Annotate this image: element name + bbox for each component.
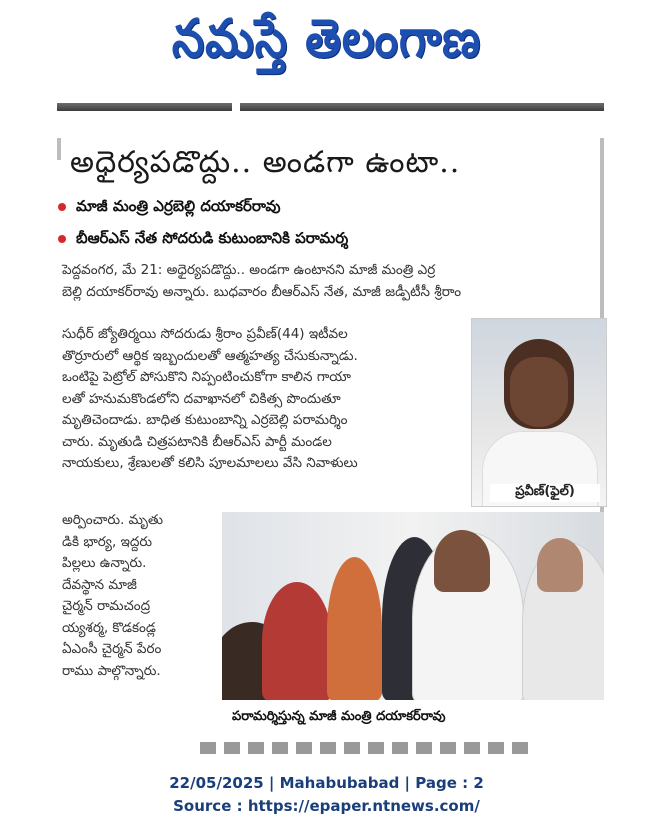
article-body-left [62,324,462,475]
praveen-photo [471,318,607,507]
subhead-2: బీఆర్‌ఎస్‌ నేత సోదరుడి కుటుంబానికి పరామర్శ [58,224,598,252]
body-line: తొర్రూరులో ఆర్థిక ఇబ్బందులతో ఆత్మహత్య చేసుకున్నాడు. [62,347,358,364]
body-line: రాము పాల్గొన్నారు. [62,662,161,679]
newspaper-logo: నమస్తే తెలంగాణ [171,7,482,70]
body-line: య్యశర్మ, కొడకండ్ల [62,619,156,636]
photo1-caption: ప్రవీణ్‌(ఫైల్‌) [490,484,600,502]
header-rule-gap [232,103,240,111]
bullet-icon [58,235,66,243]
body-line: చైర్మన్‌ రామచంద్ర [62,598,151,614]
bullet-icon [58,203,66,211]
article-body-narrow [62,510,214,682]
body-line: చారు. మృతుడి చిత్రపటానికి బీఆర్‌ఎస్‌ పార్టీ మండల [62,433,332,450]
body-line: లతో హనుమకొండలోని దవాఖానలో చికిత్స పొందుతూ [62,390,341,407]
photo-person-face [434,530,490,592]
header-rule [57,103,604,111]
body-line: ఒంటిపై పెట్రోల్‌ పోసుకొని నిప్పంటించుకోగా కాలిన గాయా [62,369,351,385]
body-line: మృతిచెందాడు. బాధిత కుటుంబాన్ని ఎర్రబెల్లి పరామర్శిం [62,412,348,428]
subhead-1: మాజీ మంత్రి ఎర్రబెల్లి దయాకర్‌రావు [58,192,598,220]
condolence-photo [222,512,604,700]
photo-figure-face [510,357,568,427]
body-line: అర్పించారు. మృతు [62,512,164,528]
next-headline-cutoff [200,742,530,754]
body-line: దేవస్థాన మాజీ [62,576,137,593]
body-line: బెల్లి దయాకర్‌రావు అన్నారు. బుధవారం బీఆర్‌ఎస్‌ నేత, మాజీ జడ్పీటీసీ శ్రీరాం [62,283,462,300]
photo2-caption: పరామర్శిస్తున్న మాజీ మంత్రి దయాకర్‌రావు [232,709,446,724]
body-line: పిల్లలు ఉన్నారు. [62,555,147,571]
photo-person [262,582,332,700]
masthead [0,0,653,90]
body-line: సుధీర్‌ జ్యోతిర్మయి సోదరుడు శ్రీరాం ప్రవీణ్‌(44) ఇటీవల [62,326,348,342]
article-body-full [62,260,602,303]
article-headline: అధైర్యపడొద్దు.. అండగా ఉంటా.. [70,145,461,180]
photo-person-face [537,538,583,592]
source-info: Source : https://epaper.ntnews.com/ [173,797,480,815]
body-line: ఏఎంసీ చైర్మన్‌ పేరం [62,641,162,657]
body-line: నాయకులు, శ్రేణులతో కలిసి పూలమాలలు వేసి నివాళులు [62,455,358,471]
edition-info: 22/05/2025 | Mahabubabad | Page : 2 [169,774,484,792]
photo-person [327,557,382,700]
article-border-left [57,138,61,160]
body-line: పెద్దవంగర, మే 21: అధైర్యపడొద్దు.. అండగా ఉంటానని మాజీ మంత్రి ఎర్ర [62,262,436,278]
body-line: డికి భార్య, ఇద్దరు [62,533,153,550]
